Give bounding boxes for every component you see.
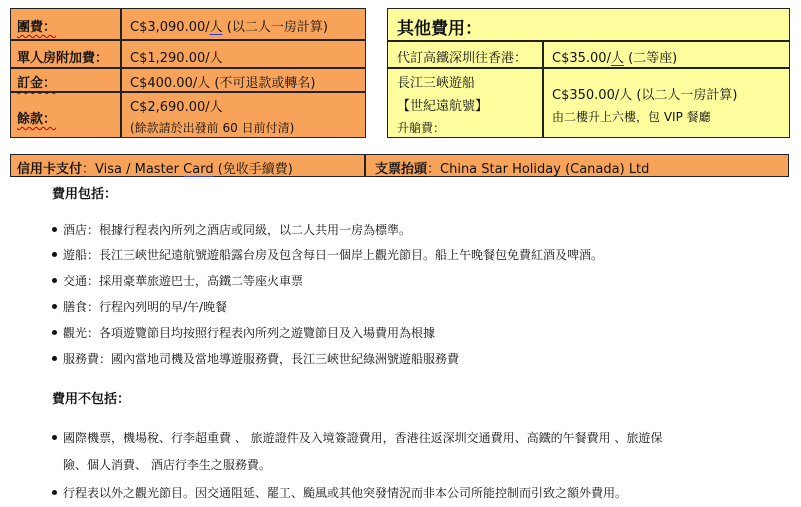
cruise-label-line2: 【世紀遠航號】: [397, 99, 489, 114]
bullet-icon: [52, 490, 57, 495]
bullet-icon: [52, 356, 57, 361]
tour-fee-value-cell: [121, 8, 366, 40]
cruise-label-cell: [387, 68, 543, 138]
list-item: 觀光：各項遊覽節目均按照行程表內所列之遊覽節目及入場費用為根據: [52, 324, 435, 341]
cheque-payable: 支票抬頭：China Star Holiday (Canada) Ltd: [375, 162, 650, 177]
cruise-value-line1: C$350.00/人 (以二人一房計算): [552, 88, 738, 103]
single-supplement-label-cell: [10, 40, 121, 68]
balance-value-cell: [121, 92, 366, 138]
other-fees-title: 其他費用：: [397, 19, 482, 39]
list-item: 國際機票，機場稅、行李超重費 、 旅遊證件及入境簽證費用，香港往返深圳交通費用、高鐵的午餐費用 、旅遊保: [52, 429, 662, 446]
list-item: 交通：採用豪華旅遊巴士，高鐵二等座火車票: [52, 272, 303, 289]
payment-cheque-cell: [365, 154, 789, 177]
list-item: 服務費：國內當地司機及當地導遊服務費，長江三峽世紀綠洲號遊船服務費: [52, 350, 459, 367]
single-supplement-value: C$1,290.00/人: [130, 51, 223, 66]
bullet-icon: [52, 278, 57, 283]
balance-label: 餘款：: [17, 112, 57, 127]
deposit-label: 訂金：: [17, 76, 57, 91]
list-item: 行程表以外之觀光節目。因交通阻延、罷工、颱風或其他突發情況而非本公司所能控制而引致之額外費用。: [52, 484, 627, 501]
deposit-value: C$400.00/人 (不可退款或轉名): [130, 76, 316, 91]
deposit-label-cell: [10, 68, 121, 92]
list-item: 酒店：根據行程表內所列之酒店或同級，以二人共用一房為標準。: [52, 221, 411, 238]
other-fees-title-cell: [387, 8, 790, 41]
tour-fee-value: C$3,090.00/人 (以二人一房計算): [130, 20, 328, 35]
cruise-label-line1: 長江三峽遊船: [397, 76, 476, 91]
list-item: 遊船：長江三峽世紀遠航號遊船露台房及包含每日一個岸上觀光節目。船上午晚餐包免費紅酒及啤酒。: [52, 246, 603, 263]
rail-value: C$35.00/人 (二等座): [552, 51, 678, 66]
balance-note: (餘款請於出發前 60 日前付清): [130, 121, 295, 135]
bullet-icon: [52, 227, 57, 232]
single-supplement-label: 單人房附加費：: [17, 51, 109, 66]
tour-fee-label-cell: [10, 8, 121, 40]
tour-fee-label: 團費：: [17, 20, 57, 35]
bullet-icon: [52, 435, 57, 440]
bullet-icon: [52, 304, 57, 309]
bullet-icon: [52, 252, 57, 257]
includes-heading: 費用包括：: [52, 187, 118, 202]
balance-value: C$2,690.00/人: [130, 100, 223, 115]
cruise-value-cell: [543, 68, 790, 138]
balance-label-cell: [10, 92, 121, 138]
single-supplement-value-cell: [121, 40, 366, 68]
card-payment: 信用卡支付：Visa / Master Card (免收手續費): [17, 162, 293, 177]
rail-value-cell: [543, 41, 790, 68]
excludes-heading: 費用不包括：: [52, 392, 131, 407]
cruise-value-line2: 由二樓升上六樓，包 VIP 餐廳: [552, 110, 711, 124]
deposit-value-cell: [121, 68, 366, 92]
payment-card-cell: [10, 154, 365, 177]
list-item-continuation: 險、個人消費、 酒店行李生之服務費。: [63, 458, 271, 472]
list-item: 膳食：行程內列明的早/午/晚餐: [52, 298, 227, 315]
cruise-label-line3: 升艙費：: [397, 121, 446, 135]
rail-label: 代訂高鐵深圳往香港：: [397, 51, 528, 66]
bullet-icon: [52, 330, 57, 335]
rail-label-cell: [387, 41, 543, 68]
